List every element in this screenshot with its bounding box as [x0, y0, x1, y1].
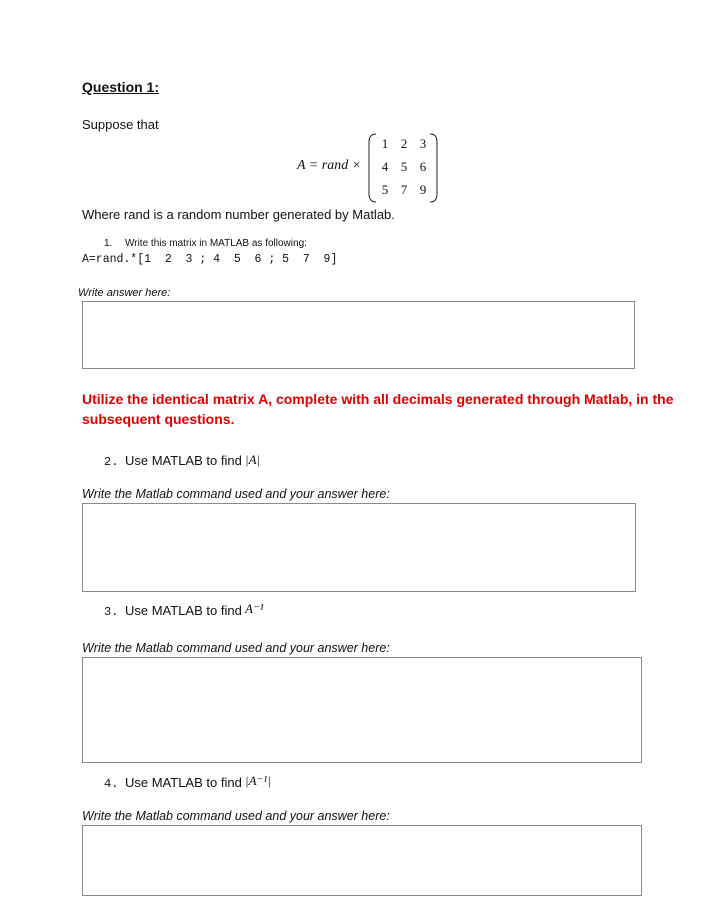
matrix-cell: 5: [381, 182, 389, 197]
step4-text: Use MATLAB to find: [125, 775, 242, 790]
matrix: [368, 132, 438, 204]
step1-code: A=rand.*[1 2 3 ; 4 5 6 ; 5 7 9]: [82, 253, 338, 266]
step2-math: |A|: [245, 452, 261, 467]
matrix-row-1: [378, 136, 430, 152]
answer-box-4[interactable]: [82, 825, 642, 896]
matrix-row-2: [378, 159, 430, 175]
step4-answer-label: Write the Matlab command used and your answer here:: [82, 809, 390, 823]
answer-box-3[interactable]: [82, 657, 642, 763]
question-title: Question 1:: [82, 79, 160, 95]
matrix-cell: 7: [400, 182, 408, 197]
matrix-cell: 9: [419, 182, 427, 197]
step2-text: Use MATLAB to find: [125, 453, 242, 468]
matrix-cell: 2: [400, 136, 408, 151]
intro-text: Suppose that: [82, 117, 159, 132]
matrix-row-3: [378, 182, 430, 198]
where-text: Where rand is a random number generated by Matlab.: [82, 207, 395, 222]
instruction-note: Utilize the identical matrix A, complete with all decimals generated through Matlab, in the subsequent questions.: [82, 391, 674, 427]
step3-number: 3.: [104, 605, 119, 619]
matrix-cell: 4: [381, 159, 389, 174]
step2-answer-label: Write the Matlab command used and your answer here:: [82, 487, 390, 501]
step1-number: 1.: [104, 238, 113, 249]
matrix-cell: 6: [419, 159, 427, 174]
step3-math: A⁻¹: [245, 601, 264, 616]
matrix-cell: 5: [400, 159, 408, 174]
step4-number: 4.: [104, 777, 119, 791]
step1-text: Write this matrix in MATLAB as following:: [125, 238, 307, 249]
step3-text: Use MATLAB to find: [125, 603, 242, 618]
matrix-cell: 3: [419, 136, 427, 151]
matrix-cell: 1: [381, 136, 389, 151]
answer-box-1[interactable]: [82, 301, 635, 369]
step3-answer-label: Write the Matlab command used and your answer here:: [82, 641, 390, 655]
step2-number: 2.: [104, 455, 119, 469]
step1-answer-label: Write answer here:: [78, 287, 171, 299]
equation-lhs: A = rand ×: [297, 158, 362, 173]
step4-math: |A⁻¹|: [245, 773, 271, 788]
answer-box-2[interactable]: [82, 503, 636, 592]
